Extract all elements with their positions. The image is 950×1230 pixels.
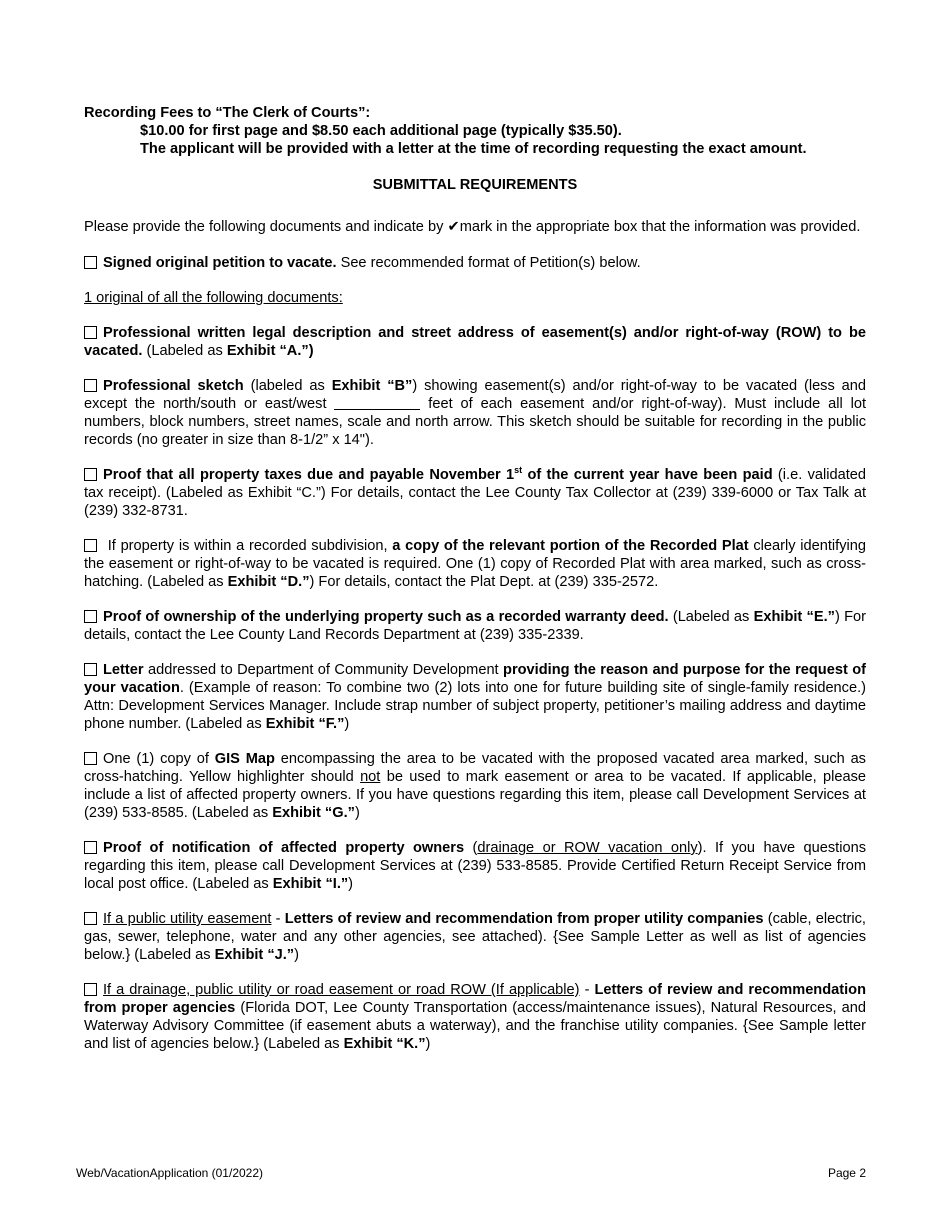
exhibit-j-text-3: ): [294, 947, 299, 963]
exhibit-g-text-3: be used to mark easement or area to be vacated. If applicable, please include a list of affected property owners. If you have questions regarding this item, please call Development Services at (239) 533-8585. (Labeled as: [84, 769, 867, 821]
exhibit-d-checkbox[interactable]: [84, 539, 97, 552]
exhibit-e-checkbox[interactable]: [84, 610, 97, 623]
exhibit-e-label: Proof of ownership of the underlying property such as a recorded warranty deed.: [103, 609, 669, 625]
intro-text-after: mark in the appropriate box that the information was provided.: [459, 219, 861, 235]
exhibit-g-text-1: One (1) copy of: [103, 751, 215, 767]
exhibit-j-checkbox[interactable]: [84, 912, 97, 925]
item-exhibit-g: [84, 750, 866, 822]
exhibit-g-underline: not: [360, 769, 381, 785]
exhibit-k-text-1: -: [579, 982, 595, 998]
petition-checkbox[interactable]: [84, 256, 97, 269]
exhibit-b-text-2: ) showing easement(s) and/or right-of-way to be vacated (less and except the north/south or east/west: [84, 378, 866, 412]
exhibit-f-label-1: Letter: [103, 662, 144, 678]
item-exhibit-i: [84, 839, 866, 893]
exhibit-g-text-2: encompassing the area to be vacated with the proposed vacated area marked, such as cross-hatching. Yellow highlighter should: [84, 751, 866, 785]
item-exhibit-j: [84, 910, 866, 964]
exhibit-g-exhibit: Exhibit “G.”: [272, 805, 355, 821]
item-exhibit-a: [84, 324, 866, 360]
exhibit-b-label: Professional sketch: [103, 378, 244, 394]
exhibit-a-exhibit: Exhibit “A.”): [226, 343, 314, 359]
exhibit-i-text-2: ). If you have questions regarding this item, please call Development Services at (239) 533-8585. Provide Certified Return Receipt Service from local post office. (Labeled as: [84, 840, 867, 892]
feet-blank-field[interactable]: [334, 397, 420, 410]
exhibit-j-text-2: (cable, electric, gas, sewer, telephone, water and any other agencies, see attached). {See Sample Letter as well as list of agencies below.} (Labeled as: [84, 911, 866, 963]
intro-paragraph: [84, 216, 866, 238]
exhibit-i-underline: drainage or ROW vacation only: [477, 840, 698, 856]
exhibit-d-text-1: If property is within a recorded subdivision,: [103, 538, 393, 554]
item-exhibit-e: [84, 608, 866, 644]
exhibit-a-checkbox[interactable]: [84, 326, 97, 339]
exhibit-g-checkbox[interactable]: [84, 752, 97, 765]
exhibit-i-exhibit: Exhibit “I.”: [272, 876, 349, 892]
exhibit-b-text-1: (labeled as: [243, 378, 332, 394]
exhibit-j-underline: If a public utility easement: [103, 911, 272, 927]
exhibit-c-label-2: of the current year have been paid: [522, 467, 773, 483]
petition-text: See recommended format of Petition(s) below.: [336, 255, 641, 271]
originals-line: 1 original of all the following documents:: [84, 290, 343, 306]
exhibit-j-label: Letters of review and recommendation from proper utility companies: [284, 911, 764, 927]
exhibit-k-label: Letters of review and recommendation from proper agencies: [84, 982, 866, 1016]
exhibit-c-text: (i.e. validated tax receipt). (Labeled as Exhibit “C.”) For details, contact the Lee County Tax Collector at (239) 339-6000 or Tax Talk at (239) 332-8731.: [84, 467, 866, 519]
exhibit-d-text-2: clearly identifying the easement or right-of-way to be vacated is required. One (1) copy of Recorded Plat with area marked, such as cross-hatching. (Labeled as: [84, 538, 866, 590]
recording-fees-title: Recording Fees to “The Clerk of Courts”:: [84, 105, 371, 121]
exhibit-g-label: GIS Map: [214, 751, 275, 767]
item-exhibit-k: [84, 981, 866, 1053]
exhibit-i-checkbox[interactable]: [84, 841, 97, 854]
document-body: [84, 104, 866, 1053]
exhibit-c-superscript: st: [514, 465, 523, 476]
exhibit-j-exhibit: Exhibit “J.”: [214, 947, 295, 963]
petition-label: Signed original petition to vacate.: [103, 255, 337, 271]
exhibit-f-text-3: ): [344, 716, 350, 732]
exhibit-j-text-1: -: [271, 911, 285, 927]
exhibit-e-exhibit: Exhibit “E.”: [753, 609, 835, 625]
exhibit-e-text-2: ) For details, contact the Lee County Land Records Department at (239) 335-2339.: [84, 609, 866, 643]
exhibit-f-checkbox[interactable]: [84, 663, 97, 676]
exhibit-k-text-2: (Florida DOT, Lee County Transportation (access/maintenance issues), Natural Resources, and Waterway Advisory Committee (if easement abuts a waterway), and the franchise utility companies. {See Sample letter and list of agencies below.} (Labeled as: [84, 1000, 866, 1052]
exhibit-a-text: (Labeled as: [142, 343, 227, 359]
exhibit-k-underline: If a drainage, public utility or road easement or road ROW (If applicable): [103, 982, 580, 998]
exhibit-f-label-2: providing the reason and purpose for the request of your vacation: [84, 662, 867, 696]
item-exhibit-b: [84, 377, 866, 449]
item-exhibit-f: [84, 661, 866, 733]
item-exhibit-d: [84, 537, 866, 591]
exhibit-f-exhibit: Exhibit “F.”: [265, 716, 345, 732]
intro-text-before: Please provide the following documents and indicate by: [84, 219, 448, 235]
exhibit-g-text-4: ): [354, 805, 360, 821]
exhibit-k-exhibit: Exhibit “K.”: [343, 1036, 426, 1052]
exhibit-f-text-2: . (Example of reason: To combine two (2) lots into one for future building site of single-family residence.) Attn: Development Services Manager. Include strap number of subject property, petitioner’s mailing address and daytime phone number. (Labeled as: [84, 680, 866, 732]
exhibit-f-text-1: addressed to Department of Community Development: [143, 662, 504, 678]
footer-form-id: Web/VacationApplication (01/2022): [76, 1166, 264, 1180]
exhibit-d-text-3: ) For details, contact the Plat Dept. at (239) 335-2572.: [309, 574, 659, 590]
exhibit-i-label: Proof of notification of affected property owners: [103, 840, 465, 856]
exhibit-e-text-1: (Labeled as: [668, 609, 754, 625]
footer-page-number: Page 2: [827, 1166, 866, 1180]
petition-item: [84, 254, 866, 272]
submittal-requirements-heading: SUBMITTAL REQUIREMENTS: [372, 177, 578, 193]
exhibit-k-checkbox[interactable]: [84, 983, 97, 996]
exhibit-d-exhibit: Exhibit “D.”: [227, 574, 310, 590]
recording-fees-line-1: $10.00 for first page and $8.50 each additional page (typically $35.50).: [140, 123, 622, 139]
exhibit-d-label: a copy of the relevant portion of the Recorded Plat: [392, 538, 749, 554]
exhibit-b-text-3: feet of each easement and/or right-of-way). Must include all lot numbers, block numbers, street names, scale and north arrow. This sketch should be suitable for recording in the public records (no greater in size than 8-1/2” x 14").: [84, 396, 866, 448]
exhibit-c-checkbox[interactable]: [84, 468, 97, 481]
exhibit-a-label: Professional written legal description and street address of easement(s) and/or right-of-way (ROW) to be vacated.: [84, 325, 866, 359]
exhibit-i-text-1: (: [464, 840, 478, 856]
item-exhibit-c: [84, 466, 866, 520]
checkmark-icon: ✔: [447, 219, 460, 235]
exhibit-c-label-1: Proof that all property taxes due and payable November 1: [103, 467, 515, 483]
recording-fees-line-2: The applicant will be provided with a letter at the time of recording requesting the exact amount.: [140, 141, 807, 157]
exhibit-k-text-3: ): [425, 1036, 431, 1052]
exhibit-b-exhibit: Exhibit “B”: [331, 378, 413, 394]
exhibit-i-text-3: ): [348, 876, 354, 892]
exhibit-b-checkbox[interactable]: [84, 379, 97, 392]
